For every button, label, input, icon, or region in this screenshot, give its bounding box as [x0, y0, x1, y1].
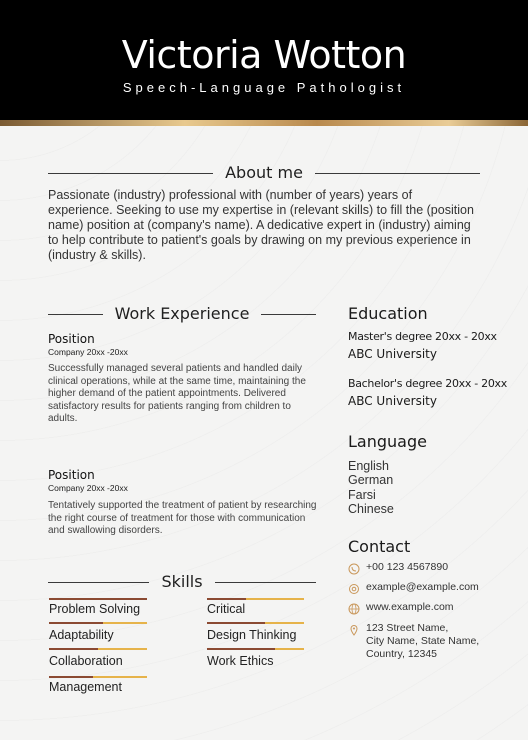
address-line: 123 Street Name,	[366, 622, 449, 634]
language-heading: Language	[348, 432, 427, 451]
contact-heading: Contact	[348, 537, 411, 556]
about-heading: About me	[225, 163, 303, 182]
resume-header	[0, 0, 528, 120]
language-item: German	[348, 473, 394, 487]
language-item: Chinese	[348, 502, 394, 516]
job-company-dates: Company 20xx -20xx	[48, 347, 128, 357]
skill-item: Critical	[207, 602, 246, 616]
university-name: ABC University	[348, 394, 437, 408]
skill-item: Adaptability	[49, 628, 114, 642]
skills-heading-row	[48, 572, 316, 592]
candidate-title: Speech-Language Pathologist	[122, 80, 406, 95]
skill-item: Work Ethics	[207, 654, 274, 668]
job-position: Position	[48, 332, 95, 346]
experience-heading-row	[48, 304, 316, 324]
language-item: English	[348, 459, 389, 473]
divider-line	[48, 582, 149, 583]
divider-line	[315, 173, 480, 174]
skill-bar	[49, 676, 147, 678]
skills-heading: Skills	[161, 572, 203, 591]
candidate-name: Victoria Wotton	[121, 33, 407, 77]
skill-item: Design Thinking	[207, 628, 297, 642]
skill-bar	[49, 598, 147, 600]
divider-line	[48, 314, 103, 315]
contact-website-row	[348, 601, 454, 614]
skill-bar	[49, 622, 147, 624]
language-item: Farsi	[348, 488, 376, 502]
email-icon	[348, 582, 360, 594]
divider-line	[215, 582, 316, 583]
skill-item: Problem Solving	[49, 602, 141, 616]
location-pin-icon	[348, 623, 360, 635]
job-description: Tentatively supported the treatment of patient by researching the right course of treatment for those with communication and swallowing disorders.	[48, 500, 317, 536]
address-line: Country, 12345	[366, 648, 438, 660]
degree-title: Master's degree 20xx - 20xx	[348, 330, 497, 343]
contact-website[interactable]: www.example.com	[366, 601, 454, 613]
skill-item: Collaboration	[49, 654, 123, 668]
contact-phone-row	[348, 561, 448, 574]
education-heading: Education	[348, 304, 428, 323]
skill-bar	[49, 648, 147, 650]
divider-line	[261, 314, 316, 315]
phone-icon	[348, 562, 360, 574]
about-heading-row	[48, 163, 480, 183]
divider-line	[48, 173, 213, 174]
contact-email-row	[348, 581, 479, 594]
globe-icon	[348, 602, 360, 614]
contact-email[interactable]: example@example.com	[366, 581, 479, 593]
degree-title: Bachelor's degree 20xx - 20xx	[348, 377, 507, 390]
university-name: ABC University	[348, 347, 437, 361]
job-description: Successfully managed several patients and handled daily clinical operations, while at the same time, maintaining the higher demand of the patient appointments. Delivered satisfactory results for patients ranging from children to adults.	[48, 363, 306, 424]
about-text: Passionate (industry) professional with (number of years) years of experience. Seeking to use my expertise in (relevant skills) to fill the (position name) position at (company's name). A dedicative expert in (industry) aiming to help contribute to patient's goals by drawing on my previous experience in (industry & skills).	[48, 188, 474, 262]
skill-item: Management	[49, 680, 122, 694]
job-company-dates: Company 20xx -20xx	[48, 483, 128, 493]
header-gold-divider	[0, 120, 528, 126]
skill-bar	[207, 648, 304, 650]
skill-bar	[207, 622, 304, 624]
contact-address-row	[348, 622, 479, 661]
job-position: Position	[48, 468, 95, 482]
contact-phone: +00 123 4567890	[366, 561, 449, 573]
contact-address	[366, 622, 479, 661]
address-line: City Name, State Name,	[366, 635, 480, 647]
skill-bar	[207, 598, 304, 600]
experience-heading: Work Experience	[114, 304, 250, 323]
